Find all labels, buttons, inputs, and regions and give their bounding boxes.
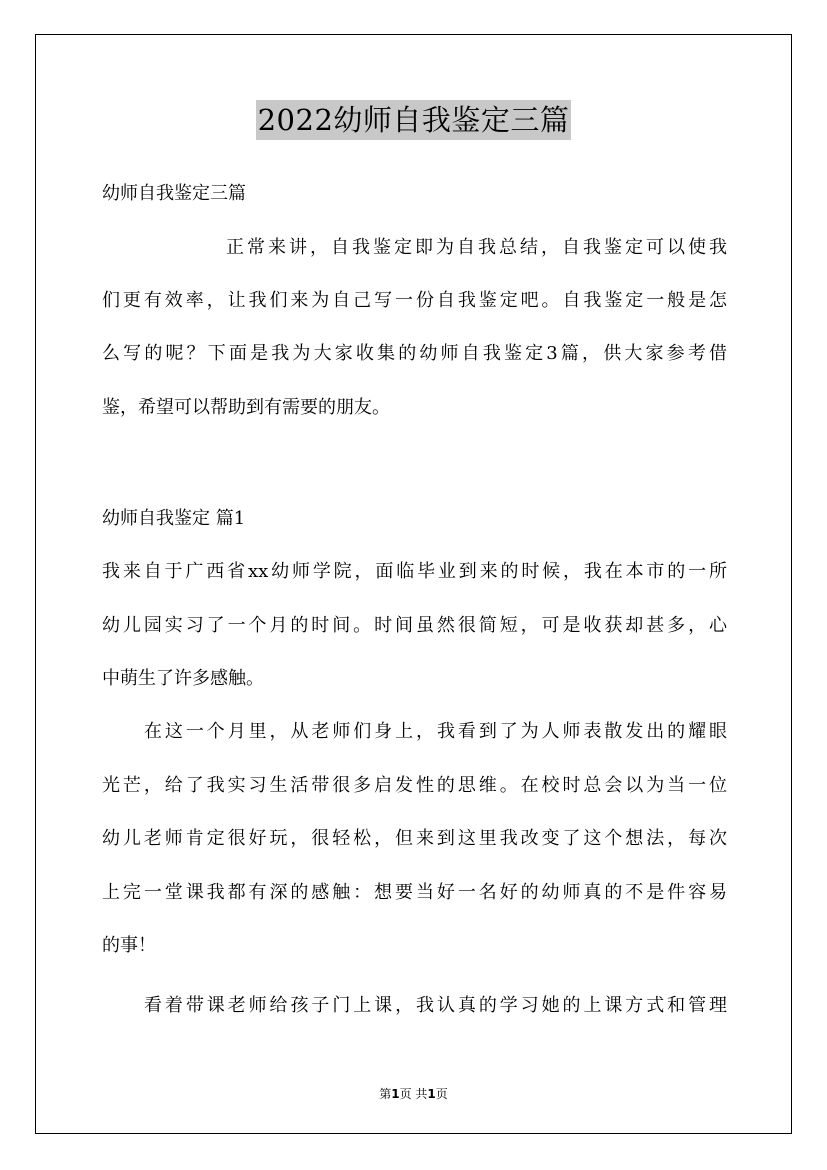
footer-prefix: 第: [379, 1087, 392, 1101]
footer-current-page: 1: [391, 1087, 400, 1101]
paragraph-line: 的事！: [102, 935, 156, 956]
intro-line: 们更有效率，让我们来为自己写一份自我鉴定吧。自我鉴定一般是怎: [102, 290, 727, 311]
intro-line: 么写的呢？下面是我为大家收集的幼师自我鉴定3篇，供大家参考借: [102, 343, 727, 364]
paragraph-line: 光芒，给了我实习生活带很多启发性的思维。在校时总会以为当一位: [102, 775, 727, 796]
footer-total-pages: 1: [427, 1087, 436, 1101]
paragraph-line: 看着带课老师给孩子门上课，我认真的学习她的上课方式和管理: [144, 995, 727, 1016]
document-subtitle: 幼师自我鉴定三篇: [102, 183, 246, 204]
page-footer: [0, 1085, 827, 1102]
footer-mid: 页 共: [399, 1087, 428, 1101]
title-container: [0, 100, 827, 140]
document-title: 2022幼师自我鉴定三篇: [256, 100, 572, 140]
section-heading: 幼师自我鉴定 篇1: [102, 508, 246, 529]
paragraph-line: 中萌生了许多感触。: [102, 668, 264, 689]
intro-line: 正常来讲，自我鉴定即为自我总结，自我鉴定可以使我: [226, 237, 727, 258]
paragraph-line: 上完一堂课我都有深的感触：想要当好一名好的幼师真的不是件容易: [102, 882, 727, 903]
paragraph-line: 在这一个月里，从老师们身上，我看到了为人师表散发出的耀眼: [144, 721, 727, 742]
footer-suffix: 页: [435, 1087, 448, 1101]
paragraph-line: 幼儿园实习了一个月的时间。时间虽然很简短，可是收获却甚多，心: [102, 615, 727, 636]
intro-line: 鉴，希望可以帮助到有需要的朋友。: [102, 397, 390, 418]
paragraph-line: 我来自于广西省xx幼师学院，面临毕业到来的时候，我在本市的一所: [102, 561, 727, 582]
paragraph-line: 幼儿老师肯定很好玩，很轻松，但来到这里我改变了这个想法，每次: [102, 828, 727, 849]
